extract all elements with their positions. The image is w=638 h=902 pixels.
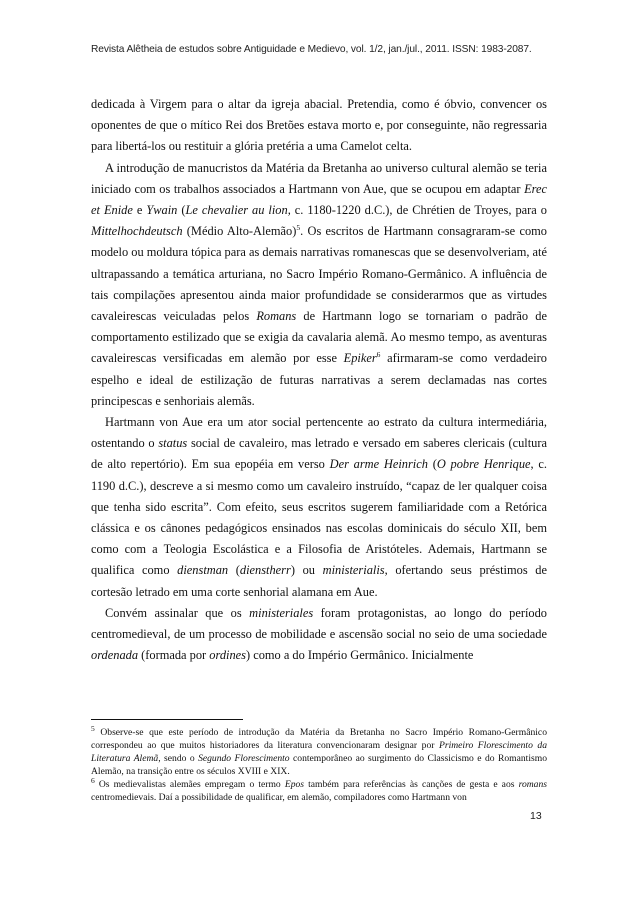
- italic-term: Romans: [256, 309, 297, 324]
- paragraph-2: [91, 158, 547, 412]
- text-span: , sendo o: [158, 753, 199, 765]
- footnote-separator: [91, 719, 243, 720]
- italic-term: ordenada: [91, 648, 139, 663]
- italic-title: Le chevalier au lion,: [185, 203, 291, 218]
- italic-term: Epiker: [343, 351, 377, 366]
- footnotes: [91, 723, 548, 805]
- italic-term: ministerialis: [322, 563, 385, 578]
- text-span: (: [427, 457, 437, 472]
- text-span: Observe-se que este período de introdução da Matéria da Bretanha no Sacro Império Romano-Germânico correspondeu ao que muitos historiadores da literatura convencionaram designar por: [91, 727, 547, 752]
- italic-title: Ywain: [146, 203, 178, 218]
- text-span: (: [177, 203, 186, 218]
- footnote-6: [91, 778, 547, 804]
- italic-title: Erec et Enide: [91, 181, 547, 218]
- italic-term: status: [158, 436, 188, 451]
- footnote-ref-6[interactable]: 6: [376, 350, 381, 360]
- footnote-number: 5: [91, 723, 95, 733]
- italic-term: Segundo Florescimento: [198, 753, 290, 765]
- text-span: ) ou: [290, 563, 323, 578]
- footnote-5: [91, 723, 548, 778]
- italic-term: dienstherr: [239, 563, 291, 578]
- italic-term: ordines: [209, 648, 246, 663]
- paragraph-1: [91, 94, 547, 158]
- italic-term: Primeiro Florescimento da Literatura Alemã: [91, 740, 547, 765]
- text-span: (: [228, 563, 240, 578]
- main-text: [91, 94, 547, 666]
- text-span: c. 1180-1220 d.C.), de Chrétien de Troyes, para o: [290, 203, 547, 218]
- italic-term: romans: [518, 779, 547, 791]
- italic-term: Mittelhochdeutsch: [91, 224, 183, 239]
- italic-term: dienstman: [177, 563, 229, 578]
- footnote-ref-5[interactable]: 5: [296, 223, 301, 233]
- paragraph-3: [91, 412, 547, 603]
- text-span: centromedievais. Daí a possibilidade de qualificar, em alemão, compiladores como Hartmann von: [91, 792, 467, 804]
- running-header: Revista Alêtheia de estudos sobre Antiguidade e Medievo, vol. 1/2, jan./jul., 2011. ISSN: 1983-2087.: [91, 44, 532, 55]
- italic-term: ministeriales: [249, 605, 314, 620]
- text-span: e: [132, 203, 147, 218]
- paragraph-4: [91, 603, 547, 667]
- text-span: afirmaram-se como verdadeiro espelho e ideal de estilização de futuras narrativas a serem declamadas nas cortes principescas e senhoriais alemãs.: [91, 351, 547, 408]
- text-span: também para referências às canções de gesta e aos: [304, 779, 519, 791]
- footnote-number: 6: [91, 776, 95, 786]
- italic-title: Der arme Heinrich: [329, 457, 428, 472]
- text-span: ) como a do Império Germânico. Inicialmente: [245, 648, 474, 663]
- text-span: (formada por: [138, 648, 210, 663]
- text-span: Hartmann von Aue era um ator social pertencente ao estrato da cultura intermediária, ostentando o: [91, 415, 547, 451]
- text-span: dedicada à Virgem para o altar da igreja abacial. Pretendia, como é óbvio, convencer os oponentes de que o mítico Rei dos Bretões estava morto e, por conseguinte, não regressaria para libertá-los ou restituir a glória pretéria a uma Camelot celta.: [91, 97, 547, 154]
- text-span: (Médio Alto-Alemão): [182, 224, 297, 239]
- text-span: de Hartmann logo se tornariam o padrão de comportamento estilizado que se exigia da cavalaria alemã. Ao mesmo tempo, as aventuras cavaleirescas versificadas em alemão por esse: [91, 309, 547, 366]
- text-span: Os medievalistas alemães empregam o termo: [94, 779, 285, 791]
- text-span: social de cavaleiro, mas letrado e versado em saberes clericais (cultura de alto repertório). Em sua epopéia em verso: [91, 436, 547, 472]
- italic-term: Epos: [284, 779, 305, 791]
- page-number: 13: [530, 810, 542, 822]
- italic-title: O pobre Henrique: [436, 457, 531, 472]
- text-span: , c. 1190 d.C.), descreve a si mesmo como um cavaleiro instruído, “capaz de ler qualquer coisa que tenha sido escrita”. Com efeito, seus escritos sugerem familiaridade com a Retórica clássica e os cânones pedagógicos ensinados nas escolas dominicais do século XII, bem como com a Teologia Escolástica e a Filosofia de Aristóteles. Ademais, Hartmann se qualifica como: [91, 457, 547, 578]
- text-span: , ofertando seus préstimos de cortesão letrado em uma corte senhorial alamana em Aue.: [91, 563, 547, 599]
- text-span: . Os escritos de Hartmann consagraram-se como modelo ou moldura tópica para as demais narrativas romanescas que se desenvolveriam, até ultrapassando a temática arturiana, no Sacro Império Romano-Germânico. A influência de tais compilações apresentou ainda maior profundidade se considerarmos que as virtudes cavaleirescas veiculadas pelos: [91, 224, 547, 324]
- text-span: contemporâneo ao surgimento do Classicismo e do Romantismo Alemão, na transição entre os séculos XVIII e XIX.: [91, 753, 548, 778]
- text-span: foram protagonistas, ao longo do período centromedieval, de um processo de mobilidade e ascensão social no seio de uma sociedade: [91, 605, 547, 642]
- text-span: A introdução de manucristos da Matéria da Bretanha ao universo cultural alemão se teria iniciado com os trabalhos associados a Hartmann von Aue, que se ocupou em adaptar: [91, 160, 547, 196]
- text-span: Convém assinalar que os: [105, 605, 250, 620]
